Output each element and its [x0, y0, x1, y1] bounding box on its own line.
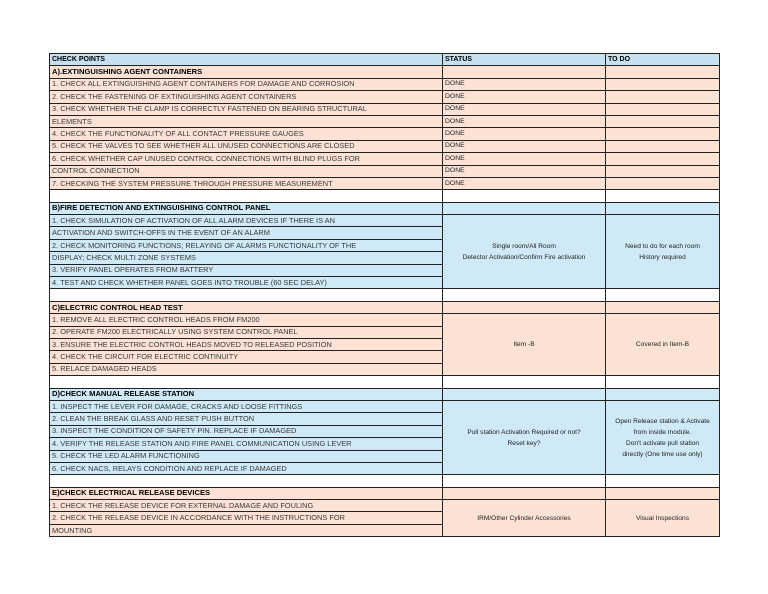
status-cell[interactable]: DONE: [443, 103, 606, 115]
todo-note-line: Don't activate pull station: [625, 439, 700, 447]
todo-merged-cell[interactable]: [606, 215, 720, 289]
checkpoint-cell: DISPLAY; CHECK MULTI ZONE SYSTEMS: [50, 252, 443, 264]
todo-note-line: Visual Inspections: [635, 514, 690, 522]
empty-cell: [50, 190, 443, 202]
checkpoint-cell: 4. CHECK THE CIRCUIT FOR ELECTRIC CONTINUITY: [50, 351, 443, 363]
checkpoint-cell: 2. CHECK MONITORING FUNCTIONS; RELAYING OF ALARMS FUNCTIONALITY OF THE: [50, 239, 443, 251]
status-note-line: IRM/Other Cylinder Accessories: [477, 514, 571, 522]
spacer-row: [50, 190, 720, 202]
checkpoint-cell: 4. VERIFY THE RELEASE STATION AND FIRE PANEL COMMUNICATION USING LEVER: [50, 438, 443, 450]
checkpoint-cell: 1. REMOVE ALL ELECTRIC CONTROL HEADS FROM FM200: [50, 314, 443, 326]
checkpoint-cell: 6. CHECK WHETHER CAP UNUSED CONTROL CONNECTIONS WITH BLIND PLUGS FOR: [50, 153, 443, 165]
status-cell[interactable]: DONE: [443, 177, 606, 189]
todo-merged-cell[interactable]: [606, 314, 720, 376]
todo-cell[interactable]: [606, 103, 720, 115]
todo-note-line: History required: [639, 253, 686, 261]
status-cell[interactable]: DONE: [443, 78, 606, 90]
checklist-table: [49, 53, 720, 537]
todo-cell[interactable]: [606, 153, 720, 165]
table-row: [50, 91, 720, 103]
empty-cell: [50, 289, 443, 301]
empty-cell: [50, 376, 443, 388]
checkpoint-cell: 6. CHECK NACS, RELAYS CONDITION AND REPLACE IF DAMAGED: [50, 462, 443, 474]
table-row: [50, 140, 720, 152]
header-checkpoints: CHECK POINTS: [50, 54, 443, 66]
checkpoint-cell: 2. OPERATE FM200 ELECTRICALLY USING SYSTEM CONTROL PANEL: [50, 326, 443, 338]
table-row: [50, 500, 720, 512]
status-note-line: Item -B: [513, 341, 535, 349]
todo-cell[interactable]: [606, 165, 720, 177]
checkpoint-cell: 3. VERIFY PANEL OPERATES FROM BATTERY: [50, 264, 443, 276]
section-a-title-row: [50, 66, 720, 78]
table-row: [50, 165, 720, 177]
checkpoint-cell: 3. ENSURE THE ELECTRIC CONTROL HEADS MOVED TO RELEASED POSITION: [50, 338, 443, 350]
table-row: [50, 314, 720, 326]
todo-cell[interactable]: [606, 301, 720, 313]
checkpoint-cell: CONTROL CONNECTION: [50, 165, 443, 177]
empty-cell: [606, 190, 720, 202]
section-title-row: [50, 388, 720, 400]
header-status: STATUS: [443, 54, 606, 66]
todo-cell[interactable]: [606, 115, 720, 127]
status-cell[interactable]: [443, 202, 606, 214]
todo-note-line: from inside module.: [633, 428, 692, 436]
status-merged-cell[interactable]: [443, 215, 606, 289]
status-cell[interactable]: [443, 66, 606, 78]
status-note-line: Detector Activation/Confirm Fire activation: [462, 253, 586, 261]
section-title: D)CHECK MANUAL RELEASE STATION: [50, 388, 443, 400]
todo-cell[interactable]: [606, 388, 720, 400]
section-title-row: [50, 487, 720, 499]
status-cell[interactable]: DONE: [443, 91, 606, 103]
status-cell[interactable]: [443, 301, 606, 313]
section-title-row: [50, 202, 720, 214]
status-cell[interactable]: DONE: [443, 153, 606, 165]
todo-note-line: Covered in Item-B: [635, 341, 690, 349]
section-title: E)CHECK ELECTRICAL RELEASE DEVICES: [50, 487, 443, 499]
checkpoint-cell: 2. CHECK THE RELEASE DEVICE IN ACCORDANCE WITH THE INSTRUCTIONS FOR: [50, 512, 443, 524]
table-row: [50, 215, 720, 227]
empty-cell: [606, 376, 720, 388]
status-cell[interactable]: DONE: [443, 165, 606, 177]
status-merged-cell[interactable]: [443, 314, 606, 376]
todo-cell[interactable]: [606, 78, 720, 90]
checkpoint-cell: 7. CHECKING THE SYSTEM PRESSURE THROUGH PRESSURE MEASUREMENT: [50, 177, 443, 189]
table-row: [50, 153, 720, 165]
header-todo: TO DO: [606, 54, 720, 66]
checkpoint-cell: 5. CHECK THE LED ALARM FUNCTIONING: [50, 450, 443, 462]
status-note-line: Single room/All Room: [492, 242, 556, 250]
todo-merged-cell[interactable]: [606, 400, 720, 474]
table-row: [50, 78, 720, 90]
checkpoint-cell: 4. CHECK THE FUNCTIONALITY OF ALL CONTACT PRESSURE GAUGES: [50, 128, 443, 140]
checkpoint-cell: 3. CHECK WHETHER THE CLAMP IS CORRECTLY FASTENED ON BEARING STRUCTURAL: [50, 103, 443, 115]
empty-cell: [443, 475, 606, 487]
empty-cell: [443, 289, 606, 301]
todo-note-line: Need to do for each room: [625, 242, 700, 250]
checkpoint-cell: 5. RELACE DAMAGED HEADS: [50, 363, 443, 375]
status-cell[interactable]: DONE: [443, 128, 606, 140]
status-cell[interactable]: DONE: [443, 115, 606, 127]
header-row: [50, 54, 720, 66]
status-cell[interactable]: [443, 487, 606, 499]
checkpoint-cell: 1. CHECK SIMULATION OF ACTIVATION OF ALL ALARM DEVICES IF THERE IS AN: [50, 215, 443, 227]
checkpoint-cell: 1. CHECK ALL EXTINGUISHING AGENT CONTAINERS FOR DAMAGE AND CORROSION: [50, 78, 443, 90]
status-note-line: Reset key?: [507, 439, 541, 447]
table-row: [50, 400, 720, 412]
section-title: C)ELECTRIC CONTROL HEAD TEST: [50, 301, 443, 313]
status-cell[interactable]: [443, 388, 606, 400]
checkpoint-cell: 2. CLEAN THE BREAK GLASS AND RESET PUSH BUTTON: [50, 413, 443, 425]
todo-note-line: Open Release station & Activate: [615, 417, 710, 425]
empty-cell: [50, 475, 443, 487]
todo-cell[interactable]: [606, 140, 720, 152]
section-title: A).EXTINGUISHING AGENT CONTAINERS: [50, 66, 443, 78]
todo-cell[interactable]: [606, 66, 720, 78]
table-row: [50, 103, 720, 115]
spacer-row: [50, 376, 720, 388]
checkpoint-cell: ACTIVATION AND SWITCH-OFFS IN THE EVENT OF AN ALARM: [50, 227, 443, 239]
empty-cell: [443, 190, 606, 202]
empty-cell: [606, 289, 720, 301]
status-merged-cell[interactable]: [443, 500, 606, 537]
status-merged-cell[interactable]: [443, 400, 606, 474]
todo-cell[interactable]: [606, 91, 720, 103]
todo-cell[interactable]: [606, 177, 720, 189]
checkpoint-cell: 2. CHECK THE FASTENING OF EXTINGUISHING AGENT CONTAINERS: [50, 91, 443, 103]
todo-cell[interactable]: [606, 128, 720, 140]
checkpoint-cell: MOUNTING: [50, 524, 443, 536]
spacer-row: [50, 475, 720, 487]
checkpoint-cell: 1. CHECK THE RELEASE DEVICE FOR EXTERNAL DAMAGE AND FOULING: [50, 500, 443, 512]
todo-note-line: directly (One time use only): [622, 450, 703, 458]
checkpoint-cell: 4. TEST AND CHECK WHETHER PANEL GOES INTO TROUBLE (60 SEC DELAY): [50, 277, 443, 289]
empty-cell: [443, 376, 606, 388]
empty-cell: [606, 475, 720, 487]
table-row: [50, 128, 720, 140]
checkpoint-cell: 1. INSPECT THE LEVER FOR DAMAGE, CRACKS AND LOOSE FITTINGS: [50, 400, 443, 412]
section-title: B)FIRE DETECTION AND EXTINGUISHING CONTROL PANEL: [50, 202, 443, 214]
spacer-row: [50, 289, 720, 301]
checkpoint-cell: ELEMENTS: [50, 115, 443, 127]
table-row: [50, 177, 720, 189]
todo-cell[interactable]: [606, 202, 720, 214]
status-cell[interactable]: DONE: [443, 140, 606, 152]
checkpoint-cell: 3. INSPECT THE CONDITION OF SAFETY PIN. REPLACE IF DAMAGED: [50, 425, 443, 437]
todo-merged-cell[interactable]: [606, 500, 720, 537]
section-title-row: [50, 301, 720, 313]
todo-cell[interactable]: [606, 487, 720, 499]
checkpoint-cell: 5. CHECK THE VALVES TO SEE WHETHER ALL UNUSED CONNECTIONS ARE CLOSED: [50, 140, 443, 152]
table-row: [50, 115, 720, 127]
status-note-line: Pull station Activation Required or not?: [467, 428, 581, 436]
